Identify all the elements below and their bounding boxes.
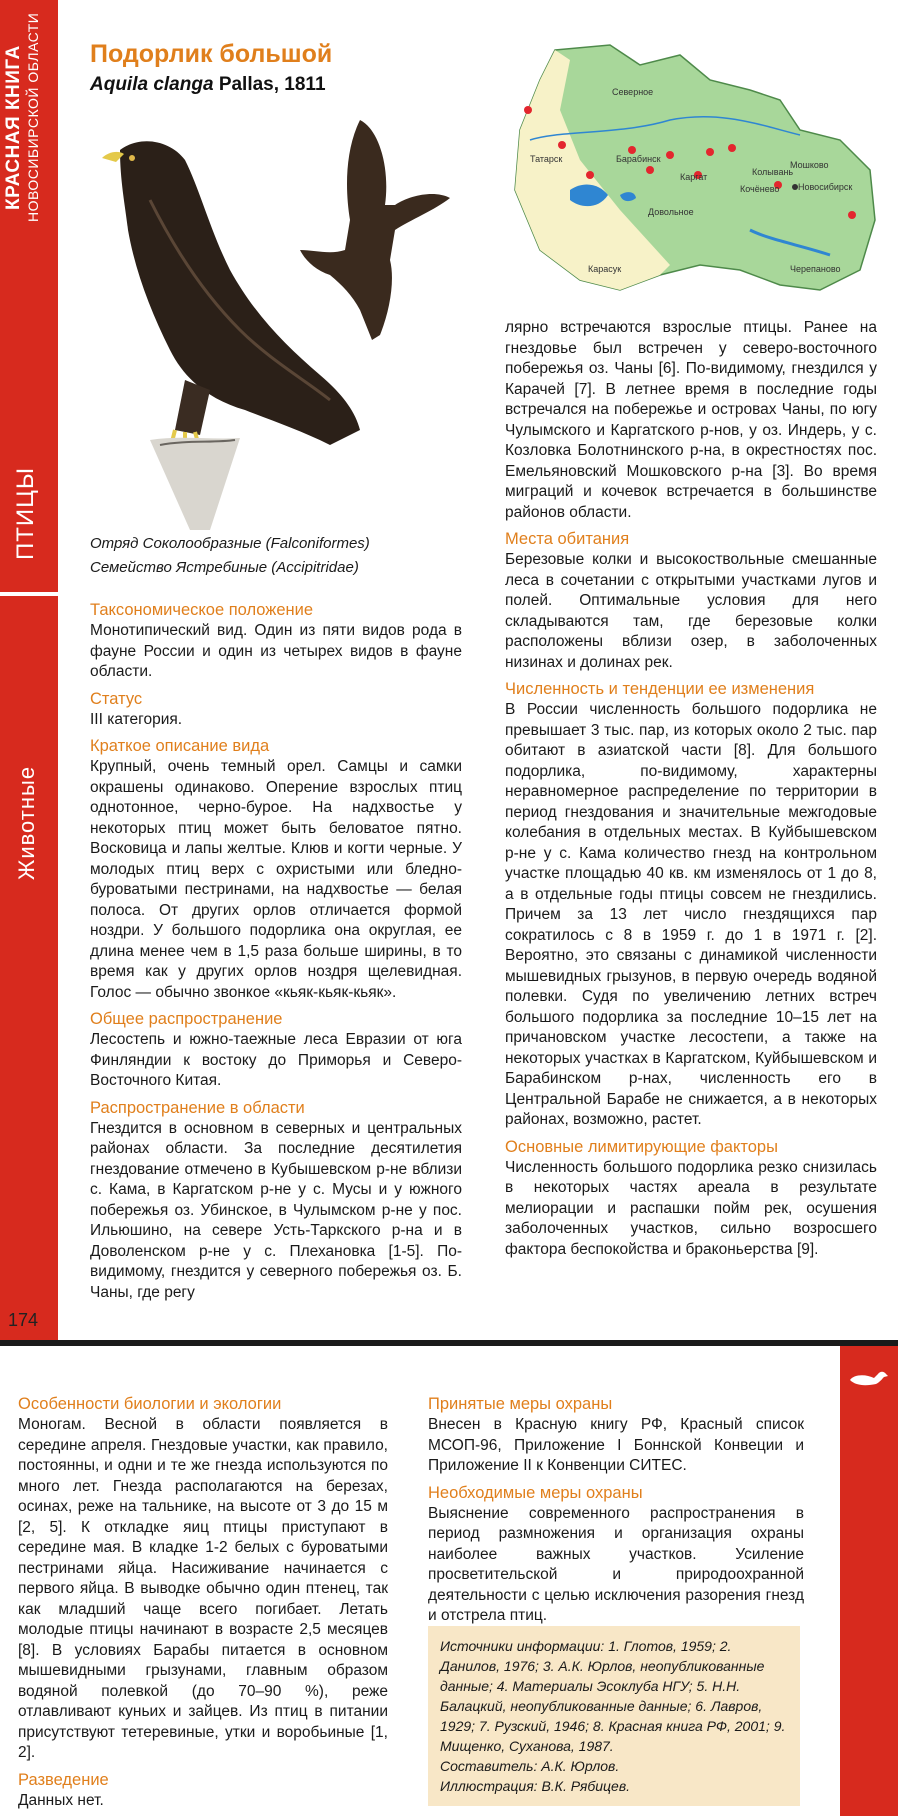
- map-label-dovolnoe: Довольное: [648, 207, 694, 217]
- red-sidebar: [0, 0, 58, 1340]
- heading-description: Краткое описание вида: [90, 737, 270, 755]
- brand-subtitle: НОВОСИБИРСКОЙ ОБЛАСТИ: [25, 12, 41, 222]
- species-title: Подорлик большой: [90, 40, 333, 68]
- text-needed-measures: Выяснение современного распространения в период размножения и организация охраны наиболее важных участков. Усиление просветительской и природоохранной деятельности с целью исключения разорения гнезд и отстрела птиц.: [428, 1504, 804, 1624]
- left-column: [90, 594, 462, 1303]
- map-label-kolyvan: Колывань: [752, 167, 794, 177]
- illustrator-line: Иллюстрация: В.К. Рябицев.: [440, 1778, 631, 1794]
- bottom-right-column: [428, 1388, 804, 1627]
- distribution-map: [500, 40, 880, 310]
- red-sidebar-right: [840, 1346, 898, 1816]
- heading-status: Статус: [90, 689, 143, 708]
- heading-breeding: Разведение: [18, 1770, 109, 1789]
- latin-author: Pallas, 1811: [218, 74, 326, 95]
- text-numbers: В России численность большого подорлика не превышает 3 тыс. пар, из которых около 2 тыс. пар обитают в азиатской части [8]. Для большого подорлика, по-видимому, характерны неравномерное распределение по территории в период гнездования и значительные межгодовые колебания в отдельных местах. В Куйбышевском р-не у с. Кама количество гнезд на контрольном участке площадью 40 кв. км изменялось от 1 до 8, а в отдельные годы птицы совсем не гнездились. Причем за 13 лет число гнездящихся пар сократилось с 8 в 1959 г. до 1 в 1971 г. [2]. Вероятно, это связаны с динамикой численности мышевидных грызунов, в первую очередь водяной полевки. Судя по увеличению летних встреч большого подорлика за последние 10–15 лет на причановском участке лесостепи, а также на некоторых участках в Каргатском, Куйбышевском и Барабинском р-нах, численность его в Центральной Барабе не снижается, а в некоторых районах, возможно, растет.: [505, 701, 877, 1128]
- heading-biology: Особенности биологии и экологии: [18, 1395, 282, 1413]
- bottom-left-column: [18, 1388, 388, 1811]
- text-general-range: Лесостепь и южно-таежные леса Евразии от юга Финляндии к востоку до Приморья и Северо-Восточного Китая.: [90, 1031, 462, 1089]
- map-label-barabinsk: Барабинск: [616, 154, 661, 164]
- latin-genus-species: Aquila clanga: [90, 74, 214, 95]
- text-description: Крупный, очень темный орел. Самцы и самки окрашены одинаково. Оперение взрослых птиц однотонное, черно-бурое. На надхвостье у некоторых птиц может быть беловатое пятно. Восковица и лапы желтые. Клюв и когти черные. У молодых птиц верх с охристыми или бледно-буроватыми пестринами, на надхвостье — белая полоса. От других орлов отличается формой ноздри. У большого подорлика она округлая, ее длина менее чем в 1,5 раза больше ширины, в то время как у других орлов ноздря щелевидная. Голос — обычно звонкое «кьяк-кьяк-кьяк».: [90, 758, 462, 1001]
- page-number: 174: [8, 1310, 39, 1330]
- heading-numbers: Численность и тенденции ее изменения: [505, 680, 815, 698]
- heading-general-range: Общее распространение: [90, 1010, 283, 1028]
- text-habitat: Березовые колки и высокоствольные смешанные леса в сочетании с открытыми участками лугов и полей. Оптимальные условия для него складываются там, где березовые колки расположены вблизи озер, в заболоченных низинах и долинах рек.: [505, 551, 877, 671]
- map-label-kargat: Каргат: [680, 172, 708, 182]
- map-label-novosibirsk: Новосибирск: [798, 182, 853, 192]
- heading-limiting: Основные лимитирующие факторы: [505, 1137, 778, 1156]
- duck-icon: [846, 1366, 890, 1388]
- heading-taxonomic: Таксономическое положение: [90, 601, 314, 619]
- heading-regional-range: Распространение в области: [90, 1098, 305, 1117]
- heading-protection: Принятые меры охраны: [428, 1395, 613, 1413]
- compiler-line: Составитель: А.К. Юрлов.: [440, 1758, 620, 1774]
- sources-text: Источники информации: 1. Глотов, 1959; 2. Данилов, 1976; 3. А.К. Юрлов, неопубликованные данные; 4. Материалы Эcоклуба НГУ; 5. Н.Н. Балацкий, неопубликованные данные; 6. Лавров, 1929; 7. Рузский, 1946; 8. Красная книга РФ, 2001; 9. Мищенко, Суханова, 1987.: [440, 1638, 786, 1754]
- heading-needed-measures: Необходимые меры охраны: [428, 1483, 643, 1502]
- map-label-tatarsk: Татарск: [530, 154, 563, 164]
- sidebar-separator: [0, 592, 58, 596]
- heading-habitat: Места обитания: [505, 530, 630, 548]
- taxonomy-block: [90, 532, 370, 580]
- text-regional-range: Гнездится в основном в северных и центральных районах области. За последние десятилетия гнездование отмечено в Кубышевском р-не вблизи с. Кама, в Каргатском р-не у с. Мусы и у южного побережья оз. Убинское, в Чулымском р-не у пос. Ильюшино, на севере Усть-Таркского р-на и в Доволенском р-не у с. Плехановка [1-5]. По-видимому, гнездится у северного побережья оз. Б. Чаны, где регу: [90, 1119, 462, 1301]
- text-breeding: Данных нет.: [18, 1791, 104, 1809]
- family-line: Семейство Ястребиные (Accipitridae): [90, 559, 359, 576]
- text-limiting: Численность большого подорлика резко снизилась в некоторых частях ареала в результате мелиорации и распашки пойм рек, осушения заболоченных участков, сильно возросшего фактора беспокойства и браконьерства [9].: [505, 1158, 877, 1258]
- order-line: Отряд Соколообразные (Falconiformes): [90, 535, 370, 552]
- text-status: III категория.: [90, 710, 183, 728]
- text-taxonomic: Монотипический вид. Один из пяти видов рода в фауне России и один из четырех видов в фауне области.: [90, 622, 462, 680]
- right-column: [505, 318, 877, 1260]
- category-label: Животные: [14, 765, 39, 880]
- section-label: ПТИЦЫ: [12, 466, 39, 560]
- text-biology: Моногам. Весной в области появляется в середине апреля. Гнездовые участки, как правило, постоянны, и одни и те же гнезда используются по много лет. Гнезда располагаются на березах, осинах, реже на тальнике, на высоте от 3 до 15 м [2, 5]. К откладке яиц птицы приступают в середине мая. В кладке 1-2 белых с буроватыми пестринами яйца. Насиживание начинается с первого яйца. В выводке обычно один птенец, так как младший чаще всего погибает. Летать молодые птицы начинают в возрасте 2,5 месяцев [8]. В условиях Барабы питается в основном мышевидными грызунами, главным образом водяной полевкой (до 70–90 %), реже отлавливают куньих и зайцев. Из птиц в питании присутствуют тетеревиные, утки и воробьиные [1, 2].: [18, 1416, 388, 1761]
- map-label-kochenevo: Кочёнево: [740, 184, 780, 194]
- map-label-cherepanovo: Черепаново: [790, 264, 841, 274]
- eagle-illustration: [90, 110, 470, 530]
- map-label-severnoe: Северное: [612, 87, 654, 97]
- map-label-moshkovo: Мошково: [790, 160, 829, 170]
- map-label-karasuk: Карасук: [588, 264, 622, 274]
- text-protection: Внесен в Красную книгу РФ, Красный список МСОП-96, Приложение I Боннской Конвеции и Приложение II к Конвенции СИТЕС.: [428, 1416, 804, 1474]
- brand-title: КРАСНАЯ КНИГА: [3, 45, 24, 210]
- text-regional-range-cont: лярно встречаются взрослые птицы. Ранее на гнездовье был встречен у северо-восточного побережья оз. Чаны [6]. По-видимому, гнездился у Карачей [7]. В летнее время в последние годы встречался на побережье и островах Чаны, по югу Чулымского и Каргатского р-нов, у оз. Индерь, у с. Козловка Болотнинского р-на, в окрестностях пос. Емельяновский Мошковского р-на [3]. Во время миграций и кочевок встречается в большинстве районов области.: [505, 319, 877, 521]
- latin-name: [90, 74, 326, 96]
- sources-box: [428, 1626, 800, 1806]
